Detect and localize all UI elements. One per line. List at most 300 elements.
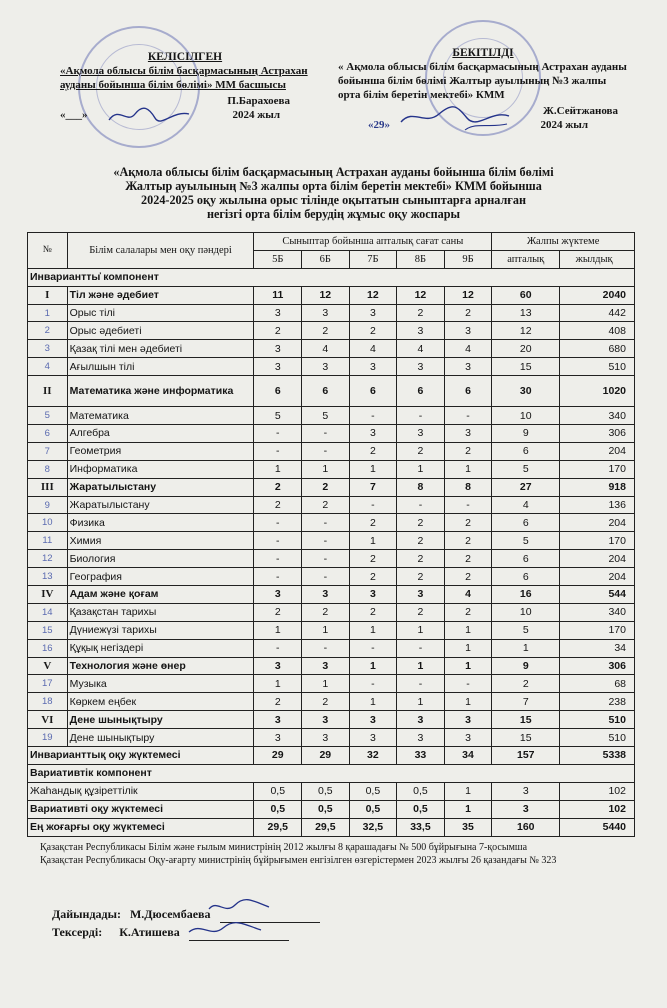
weekly-total-cell: 1 [492,639,560,657]
section-label: Вариативтік компонент [28,764,635,782]
hours-cell: 3 [349,304,397,322]
hours-cell: 1 [444,800,492,818]
hours-cell: - [254,550,302,568]
hours-cell: - [397,639,445,657]
group-row [28,286,635,304]
hours-cell: 3 [302,304,350,322]
hours-cell: 3 [302,729,350,747]
hours-cell: 4 [349,340,397,358]
header-grade: 6Б [302,250,350,268]
hours-cell: 11 [254,286,302,304]
yearly-total-cell: 68 [560,675,635,693]
hours-cell: - [302,550,350,568]
hours-cell: 3 [254,304,302,322]
hours-cell: 2 [444,568,492,586]
approval-left-date-suffix: 2024 жыл [232,109,280,121]
hours-cell: 2 [444,514,492,532]
hours-cell: 2 [444,442,492,460]
hours-cell: 2 [302,603,350,621]
row-number: 19 [28,729,68,747]
hours-cell: 29,5 [254,818,302,836]
subject-row [28,550,635,568]
header-num: № [28,233,68,269]
hours-cell: 1 [397,621,445,639]
hours-cell: 29 [302,747,350,765]
weekly-total-cell: 9 [492,657,560,675]
subject-name: Математика және информатика [67,376,254,407]
signature-prepared [205,897,275,917]
total-label: Инварианттық оқу жүктемесі [28,747,254,765]
hours-cell: 3 [397,711,445,729]
row-number: III [28,478,68,496]
subject-name: Ағылшын тілі [67,358,254,376]
hours-cell: 1 [397,460,445,478]
hours-cell: 3 [254,657,302,675]
weekly-total-cell: 7 [492,693,560,711]
hours-cell: 3 [254,729,302,747]
yearly-total-cell: 680 [560,340,635,358]
subject-name: Алгебра [67,425,254,443]
weekly-total-cell: 6 [492,550,560,568]
hours-cell: 1 [444,782,492,800]
subject-row [28,621,635,639]
yearly-total-cell: 204 [560,442,635,460]
yearly-total-cell: 204 [560,514,635,532]
yearly-total-cell: 170 [560,532,635,550]
hours-cell: 35 [444,818,492,836]
hours-cell: 3 [349,729,397,747]
subject-name: Жаратылыстану [67,496,254,514]
weekly-total-cell: 3 [492,800,560,818]
variative-section-row [28,764,635,782]
yearly-total-cell: 2040 [560,286,635,304]
hours-cell: 3 [302,657,350,675]
weekly-total-cell: 60 [492,286,560,304]
hours-cell: 2 [397,550,445,568]
row-number: I [28,286,68,304]
hours-cell: - [302,568,350,586]
yearly-total-cell: 510 [560,711,635,729]
hours-cell: 0,5 [254,800,302,818]
row-number: 2 [28,322,68,340]
row-number: 17 [28,675,68,693]
yearly-total-cell: 510 [560,729,635,747]
hours-cell: 34 [444,747,492,765]
row-number: 16 [28,639,68,657]
hours-cell: 2 [254,693,302,711]
hours-cell: 1 [254,621,302,639]
weekly-total-cell: 13 [492,304,560,322]
hours-cell: 2 [254,478,302,496]
checked-name: К.Атишева [119,925,180,939]
hours-cell: 2 [444,532,492,550]
footnote: Қазақстан Республикасы Оқу-ағарту министрінің бұйрығымен енгізілген өзгерістермен 2023 жылғы 26 қазандағы № 323 [40,855,557,866]
hours-cell: 3 [397,358,445,376]
yearly-total-cell: 34 [560,639,635,657]
subject-name: Жаратылыстану [67,478,254,496]
hours-cell: 2 [444,603,492,621]
hours-cell: 2 [397,304,445,322]
hours-cell: 3 [254,340,302,358]
hours-cell: 4 [444,340,492,358]
header-grade: 7Б [349,250,397,268]
yearly-total-cell: 102 [560,782,635,800]
hours-cell: 2 [302,496,350,514]
hours-cell: 2 [302,478,350,496]
hours-cell: - [349,496,397,514]
hours-cell: - [254,532,302,550]
title-line: негізгі орта білім берудің жұмыс оқу жоспары [206,207,461,221]
subject-row [28,496,635,514]
yearly-total-cell: 442 [560,304,635,322]
hours-cell: - [397,675,445,693]
weekly-total-cell: 5 [492,532,560,550]
weekly-total-cell: 6 [492,442,560,460]
hours-cell: 3 [397,322,445,340]
title-line: «Ақмола облысы білім басқармасының Астрахан ауданы бойынша білім бөлімі [113,165,554,179]
subject-name: Тіл және әдебиет [67,286,254,304]
row-number: 13 [28,568,68,586]
hours-cell: - [254,442,302,460]
hours-cell: 2 [397,568,445,586]
hours-cell: 1 [444,693,492,711]
hours-cell: 2 [349,550,397,568]
hours-cell: 12 [349,286,397,304]
hours-cell: 1 [444,657,492,675]
weekly-total-cell: 20 [492,340,560,358]
hours-cell: 33 [397,747,445,765]
row-number: 3 [28,340,68,358]
hours-cell: 6 [302,376,350,407]
hours-cell: 29,5 [302,818,350,836]
subject-name: Физика [67,514,254,532]
yearly-total-cell: 238 [560,693,635,711]
subject-name: Қазақстан тарихы [67,603,254,621]
hours-cell: 1 [397,693,445,711]
hours-cell: 1 [302,621,350,639]
prepared-label: Дайындады: [52,907,121,921]
hours-cell: - [302,532,350,550]
yearly-total-cell: 204 [560,550,635,568]
yearly-total-cell: 1020 [560,376,635,407]
hours-cell: 0,5 [349,782,397,800]
row-number: 5 [28,407,68,425]
weekly-total-cell: 10 [492,603,560,621]
hours-cell: 2 [254,603,302,621]
hours-cell: 1 [444,621,492,639]
hours-cell: - [254,568,302,586]
signature-left [105,102,195,128]
weekly-total-cell: 157 [492,747,560,765]
approval-right-date-suffix: 2024 жыл [540,119,588,131]
weekly-total-cell: 6 [492,568,560,586]
subject-row [28,442,635,460]
yearly-total-cell: 510 [560,358,635,376]
yearly-total-cell: 918 [560,478,635,496]
hours-cell: 2 [349,603,397,621]
signature-checked [185,918,265,940]
row-number: 18 [28,693,68,711]
header-grade: 9Б [444,250,492,268]
weekly-total-cell: 15 [492,711,560,729]
weekly-total-cell: 3 [492,782,560,800]
row-number: 12 [28,550,68,568]
hours-cell: 3 [444,425,492,443]
row-number: 10 [28,514,68,532]
weekly-total-cell: 30 [492,376,560,407]
hours-cell: 2 [349,514,397,532]
header-total-load: Жалпы жүктеме [492,233,635,251]
hours-cell: 3 [444,358,492,376]
hours-cell: 1 [444,639,492,657]
approval-right-date-prefix: «29» [368,119,390,131]
subject-row [28,693,635,711]
hours-cell: - [302,639,350,657]
variative-subject-row [28,782,635,800]
yearly-total-cell: 102 [560,800,635,818]
subject-name: Көркем еңбек [67,693,254,711]
yearly-total-cell: 340 [560,407,635,425]
signature-right [395,100,515,134]
hours-cell: 3 [302,711,350,729]
row-number: 11 [28,532,68,550]
subject-name: Орыс әдебиеті [67,322,254,340]
hours-cell: 3 [349,711,397,729]
hours-cell: 3 [254,711,302,729]
header-weekly: апталық [492,250,560,268]
prepared-name: М.Дюсембаева [129,907,211,921]
hours-cell: 2 [397,532,445,550]
hours-cell: 12 [444,286,492,304]
weekly-total-cell: 15 [492,358,560,376]
yearly-total-cell: 170 [560,460,635,478]
approval-right-org: « Ақмола облысы білім басқармасының Астрахан ауданы бойынша білім бөлімі Жалтыр ауылының №3 жалпы орта білім беретін мектебі» КММ [338,61,627,101]
weekly-total-cell: 9 [492,425,560,443]
hours-cell: 8 [397,478,445,496]
hours-cell: 0,5 [254,782,302,800]
approval-right-title: БЕКІТІЛДІ [452,47,514,59]
hours-cell: - [302,514,350,532]
row-number: 6 [28,425,68,443]
row-number: 1 [28,304,68,322]
subject-name: Химия [67,532,254,550]
hours-cell: 1 [349,693,397,711]
hours-cell: 7 [349,478,397,496]
group-row [28,711,635,729]
hours-cell: 3 [444,322,492,340]
hours-cell: - [444,407,492,425]
checked-label: Тексерді: [52,925,103,939]
subject-name: Құқық негіздері [67,639,254,657]
subject-name: Музыка [67,675,254,693]
yearly-total-cell: 340 [560,603,635,621]
hours-cell: 6 [254,376,302,407]
subject-name: Қазақ тілі мен әдебиеті [67,340,254,358]
hours-cell: 0,5 [397,800,445,818]
hours-cell: 3 [397,729,445,747]
row-number: II [28,376,68,407]
hours-cell: 3 [349,586,397,604]
footnote: Қазақстан Республикасы Білім және ғылым министрінің 2012 жылғы 8 қарашадағы № 500 бұйрығына 7-қосымша [40,842,528,853]
hours-cell: 0,5 [302,782,350,800]
weekly-total-cell: 2 [492,675,560,693]
subject-row [28,568,635,586]
hours-cell: 2 [302,693,350,711]
hours-cell: 12 [397,286,445,304]
max-total-row [28,818,635,836]
hours-cell: 33,5 [397,818,445,836]
hours-cell: 6 [444,376,492,407]
group-row [28,478,635,496]
hours-cell: 3 [444,711,492,729]
subject-name: Дүниежүзі тарихы [67,621,254,639]
hours-cell: 1 [349,621,397,639]
yearly-total-cell: 408 [560,322,635,340]
hours-cell: - [254,514,302,532]
hours-cell: 0,5 [302,800,350,818]
hours-cell: 2 [397,442,445,460]
row-number: 8 [28,460,68,478]
subject-name: Орыс тілі [67,304,254,322]
hours-cell: 12 [302,286,350,304]
hours-cell: - [254,425,302,443]
hours-cell: 8 [444,478,492,496]
total-label: Ең жоғарғы оқу жүктемесі [28,818,254,836]
hours-cell: 2 [444,304,492,322]
hours-cell: 1 [444,460,492,478]
subject-row [28,675,635,693]
hours-cell: 4 [302,340,350,358]
header-yearly: жылдық [560,250,635,268]
subject-name: География [67,568,254,586]
hours-cell: 4 [397,340,445,358]
subject-row [28,460,635,478]
hours-cell: 4 [444,586,492,604]
hours-cell: - [397,407,445,425]
hours-cell: 3 [444,729,492,747]
weekly-total-cell: 5 [492,621,560,639]
hours-cell: - [349,407,397,425]
subject-name: Биология [67,550,254,568]
subject-row [28,532,635,550]
row-number: V [28,657,68,675]
subject-name: Дене шынықтыру [67,711,254,729]
subject-row [28,304,635,322]
yearly-total-cell: 306 [560,425,635,443]
hours-cell: 32,5 [349,818,397,836]
hours-cell: - [444,496,492,514]
weekly-total-cell: 4 [492,496,560,514]
hours-cell: 32 [349,747,397,765]
title-line: Жалтыр ауылының №3 жалпы орта білім беретін мектебі» КММ бойынша [125,179,542,193]
hours-cell: - [397,496,445,514]
hours-cell: 2 [397,603,445,621]
hours-cell: - [302,442,350,460]
row-number: 14 [28,603,68,621]
row-number: 4 [28,358,68,376]
variative-total-row [28,800,635,818]
hours-cell: 1 [349,460,397,478]
weekly-total-cell: 6 [492,514,560,532]
row-number: 15 [28,621,68,639]
hours-cell: 1 [349,532,397,550]
footnotes [40,841,556,867]
yearly-total-cell: 544 [560,586,635,604]
title-line: 2024-2025 оқу жылына орыс тілінде оқытатын сыныптарға арналған [141,193,526,207]
subject-row [28,425,635,443]
invariant-section-label: Инвариантты҆ компонент [28,268,635,286]
hours-cell: 3 [397,425,445,443]
hours-cell: - [254,639,302,657]
hours-cell: 2 [349,442,397,460]
hours-cell: 1 [302,675,350,693]
hours-cell: 1 [254,675,302,693]
yearly-total-cell: 306 [560,657,635,675]
hours-cell: 6 [397,376,445,407]
subject-name: Геометрия [67,442,254,460]
hours-cell: 1 [302,460,350,478]
hours-cell: 1 [254,460,302,478]
approval-left-title: КЕЛІСІЛГЕН [147,51,223,63]
header-subject: Білім салалары мен оқу пәндері [67,233,254,269]
yearly-total-cell: 5338 [560,747,635,765]
header-grade: 8Б [397,250,445,268]
yearly-total-cell: 136 [560,496,635,514]
subject-name: Математика [67,407,254,425]
hours-cell: 3 [254,358,302,376]
subject-name: Жаһандық құзіреттілік [28,782,254,800]
hours-cell: 3 [302,358,350,376]
yearly-total-cell: 170 [560,621,635,639]
yearly-total-cell: 5440 [560,818,635,836]
group-row [28,657,635,675]
approval-right-signer: Ж.Сейтжанова [543,105,618,117]
weekly-total-cell: 15 [492,729,560,747]
group-row [28,376,635,407]
subject-row [28,322,635,340]
weekly-total-cell: 16 [492,586,560,604]
approval-left-signer: П.Барахоева [227,95,290,107]
hours-cell: 0,5 [397,782,445,800]
subject-row [28,407,635,425]
group-row [28,586,635,604]
hours-cell: 3 [349,425,397,443]
hours-cell: 2 [444,550,492,568]
hours-cell: 5 [254,407,302,425]
hours-cell: 29 [254,747,302,765]
hours-cell: 2 [397,514,445,532]
row-number: IV [28,586,68,604]
subject-name: Технология және өнер [67,657,254,675]
hours-cell: - [349,639,397,657]
header-weekly-hours: Сыныптар бойынша апталық сағат саны [254,233,492,251]
hours-cell: 3 [302,586,350,604]
hours-cell: - [444,675,492,693]
hours-cell: - [349,675,397,693]
hours-cell: 2 [254,496,302,514]
weekly-total-cell: 160 [492,818,560,836]
hours-cell: 0,5 [349,800,397,818]
hours-cell: - [302,425,350,443]
hours-cell: 2 [349,568,397,586]
row-number: VI [28,711,68,729]
weekly-total-cell: 27 [492,478,560,496]
subject-row [28,358,635,376]
hours-cell: 3 [254,586,302,604]
subject-name: Информатика [67,460,254,478]
hours-cell: 2 [302,322,350,340]
subject-row [28,639,635,657]
